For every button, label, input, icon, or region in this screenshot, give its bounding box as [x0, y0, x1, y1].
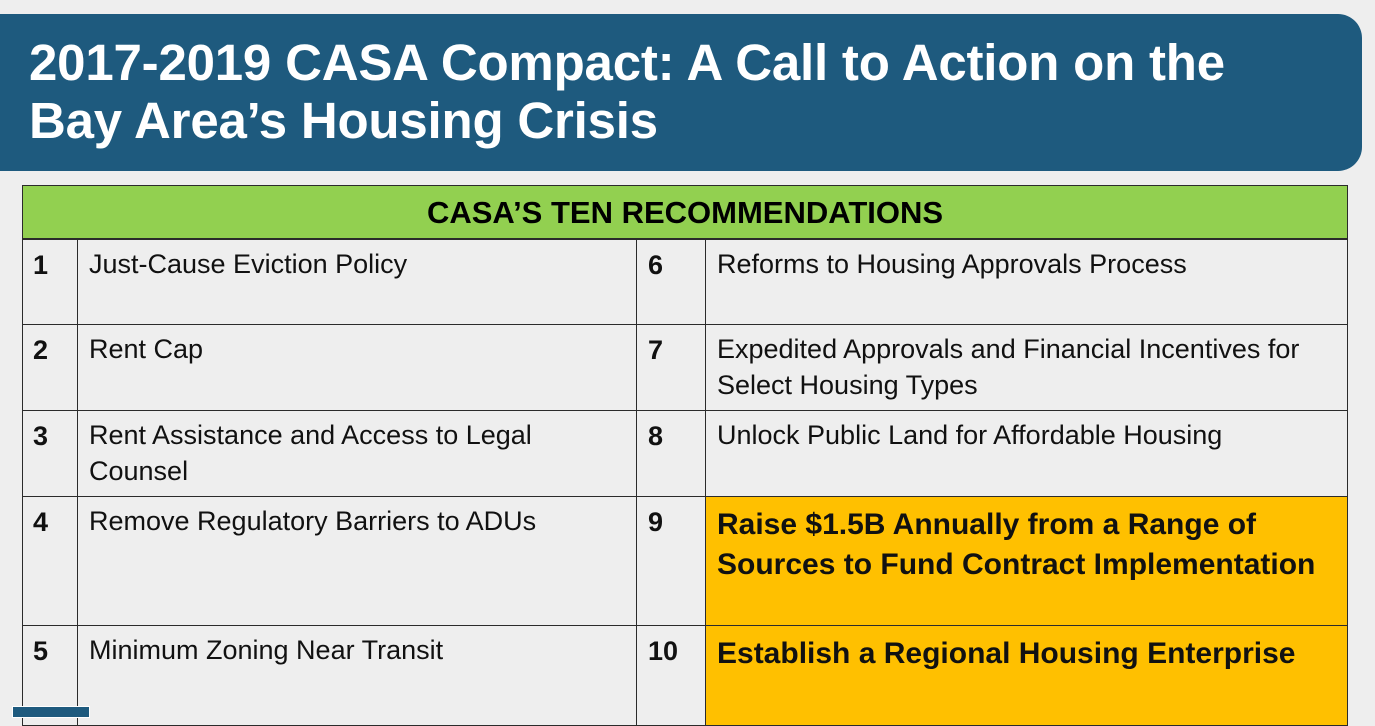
recommendation-text: Rent Cap	[78, 325, 637, 411]
recommendation-text-highlighted: Raise $1.5B Annually from a Range of Sources to Fund Contract Implementation	[706, 497, 1348, 626]
table-row	[23, 497, 1348, 626]
recommendations-table	[22, 185, 1348, 726]
recommendation-number: 8	[637, 411, 706, 497]
table-row	[23, 411, 1348, 497]
title-banner	[0, 14, 1362, 171]
recommendation-text: Expedited Approvals and Financial Incentives for Select Housing Types	[706, 325, 1348, 411]
table-row	[23, 626, 1348, 726]
table-row	[23, 239, 1348, 325]
recommendation-text: Just-Cause Eviction Policy	[78, 239, 637, 325]
recommendation-text: Reforms to Housing Approvals Process	[706, 239, 1348, 325]
recommendation-number: 9	[637, 497, 706, 626]
recommendation-number: 6	[637, 239, 706, 325]
recommendation-number: 3	[23, 411, 78, 497]
recommendation-number: 5	[23, 626, 78, 726]
recommendation-number: 1	[23, 239, 78, 325]
recommendation-text: Minimum Zoning Near Transit	[78, 626, 637, 726]
logo-mark	[12, 706, 90, 718]
recommendation-text: Remove Regulatory Barriers to ADUs	[78, 497, 637, 626]
table-heading: CASA’S TEN RECOMMENDATIONS	[23, 186, 1348, 239]
recommendation-text: Rent Assistance and Access to Legal Counsel	[78, 411, 637, 497]
table-row	[23, 325, 1348, 411]
recommendation-text-highlighted: Establish a Regional Housing Enterprise	[706, 626, 1348, 726]
recommendation-number: 10	[637, 626, 706, 726]
recommendation-number: 4	[23, 497, 78, 626]
recommendation-number: 2	[23, 325, 78, 411]
recommendation-text: Unlock Public Land for Affordable Housing	[706, 411, 1348, 497]
slide-title: 2017-2019 CASA Compact: A Call to Action on the Bay Area’s Housing Crisis	[29, 34, 1225, 149]
recommendation-number: 7	[637, 325, 706, 411]
